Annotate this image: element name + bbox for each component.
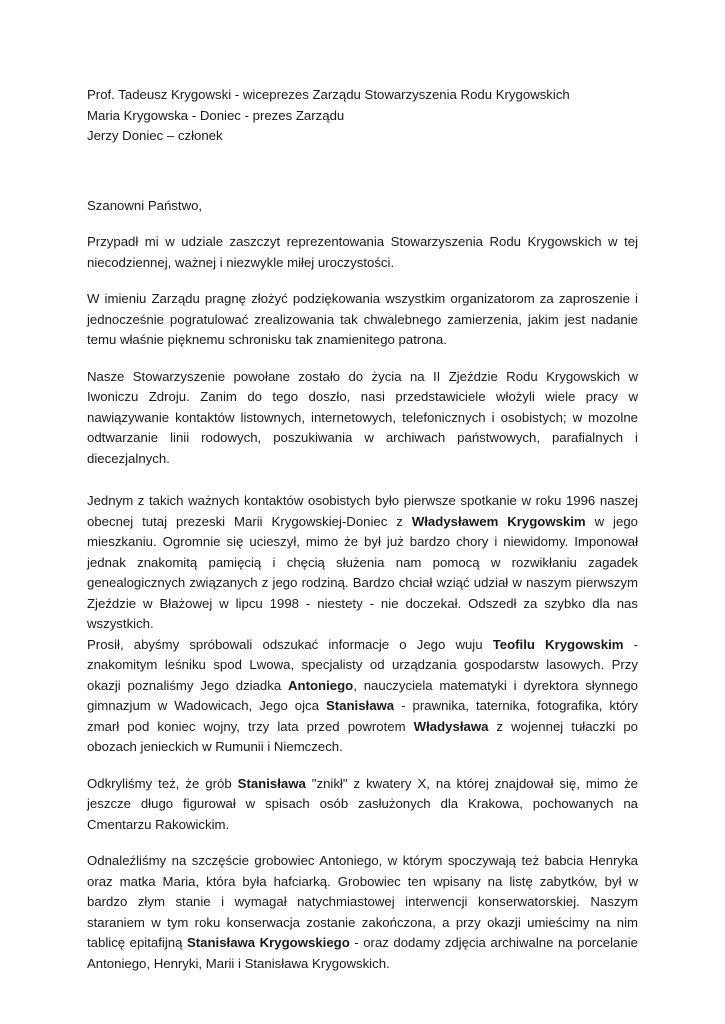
- paragraph-5: [87, 635, 638, 758]
- greeting: Szanowni Państwo,: [87, 197, 203, 213]
- paragraph-4: [87, 491, 638, 635]
- paragraph-5-text-d: , nauczyciela matematyki i dyrektora słynnego gimnazjum w Wadowicach, Jego ojca: [87, 677, 638, 713]
- paragraph-5-text-a: Prosił, abyśmy spróbowali odszukać informacje o Jego wuju: [87, 636, 493, 652]
- name-wladyslaw-krygowski: Władysławem Krygowskim: [411, 513, 586, 529]
- letter-header: [87, 85, 638, 147]
- paragraph-4-text-c: w jego mieszkaniu. Ogromnie się ucieszył, mimo że był już bardzo chory i niewidomy. Imponował jednak znakomitą pamięcią i chęcią służenia nam pomocą w rozwikłaniu zagadek genealogicznych związanych z jego rodziną. Bardzo chciał wziąć udział w naszym pierwszym Zjeździe w Błażowej w lipcu 1998 - niestety - nie doczekał. Odszedł za szybko dla nas wszystkich.: [87, 513, 638, 631]
- paragraph-3: Nasze Stowarzyszenie powołane zostało do życia na II Zjeździe Rodu Krygowskich w Iwoniczu Zdroju. Zanim do tego doszło, nasi przedstawiciele włożyli wiele pracy w nawiązywanie kontaktów listownych, internetowych, telefonicznych i osobistych; w mozolne odtwarzanie linii rodowych, poszukiwania w archiwach państwowych, parafialnych i diecezjalnych.: [87, 368, 638, 466]
- paragraph-6-text-a: Odkryliśmy też, że grób: [87, 775, 238, 791]
- name-stanislaw-krygowski: Stanisława Krygowskiego: [186, 935, 350, 950]
- paragraph-7-text-a: Odnaleźliśmy na szczęście grobowiec Antoniego, w którym spoczywają też babcia Henryka oraz matka Maria, która była hafciarką. Grobowiec ten wpisany na listę zabytków, był w bardzo złym stanie i wymagał natychmiastowej interwencji konserwatorskiej. Naszym staraniem w tym roku konserwacja zostanie zakończona, a przy okazji umieścimy na nim tablicę epitafijną: [87, 853, 638, 950]
- header-line-vice-president: Prof. Tadeusz Krygowski - wiceprezes Zarządu Stowarzyszenia Rodu Krygowskich: [87, 87, 570, 102]
- name-stanislaw-grave: Stanisława: [237, 775, 306, 791]
- paragraph-6: [87, 774, 638, 836]
- paragraph-6-text-c: "znikł" z kwatery X, na której znajdował się, mimo że jeszcze długo figurował w spisach osób zasłużonych dla Krakowa, pochowanych na Cmentarzu Rakowickim.: [87, 775, 638, 832]
- paragraph-7: [87, 851, 638, 974]
- header-line-member: Jerzy Doniec – członek: [87, 128, 223, 143]
- paragraph-5-text-f: z wojennej tułaczki po obozach jenieckich w Rumunii i Niemczech.: [87, 718, 638, 754]
- paragraph-1: Przypadł mi w udziale zaszczyt reprezentowania Stowarzyszenia Rodu Krygowskich w tej niecodziennej, ważnej i niezwykle miłej uroczystości.: [87, 234, 638, 270]
- paragraph-2: W imieniu Zarządu pragnę złożyć podziękowania wszystkim organizatorom za zaproszenie i jednocześnie pogratulować zrealizowania tak chwalebnego zamierzenia, jakim jest nadanie temu właśnie pięknemu schronisku tak znamienitego patrona.: [87, 291, 638, 347]
- name-wladyslaw: Władysława: [413, 718, 489, 734]
- name-antoni: Antoniego: [288, 677, 354, 693]
- header-line-president: Maria Krygowska - Doniec - prezes Zarządu: [87, 107, 345, 123]
- paragraph-5-text-e: - prawnika, taternika, fotografika, który zmarł pod koniec wojny, trzy lata przed powrotem: [87, 698, 638, 734]
- paragraph-7-text-c: - oraz dodamy zdjęcia archiwalne na porcelanie Antoniego, Henryki, Marii i Stanisława Krygowskich.: [87, 935, 638, 971]
- paragraph-5-text-c: - znakomitym leśniku spod Lwowa, specjalisty od urządzania gospodarstw lasowych. Przy okazji poznaliśmy Jego dziadka: [87, 636, 638, 693]
- name-stanislaw: Stanisława: [325, 698, 395, 713]
- name-teofil-krygowski: Teofilu Krygowskim: [492, 636, 624, 652]
- paragraph-4-text-a: Jednym z takich ważnych kontaktów osobistych było pierwsze spotkanie w roku 1996 naszej obecnej tutaj prezeski Marii Krygowskiej-Doniec z: [87, 493, 638, 529]
